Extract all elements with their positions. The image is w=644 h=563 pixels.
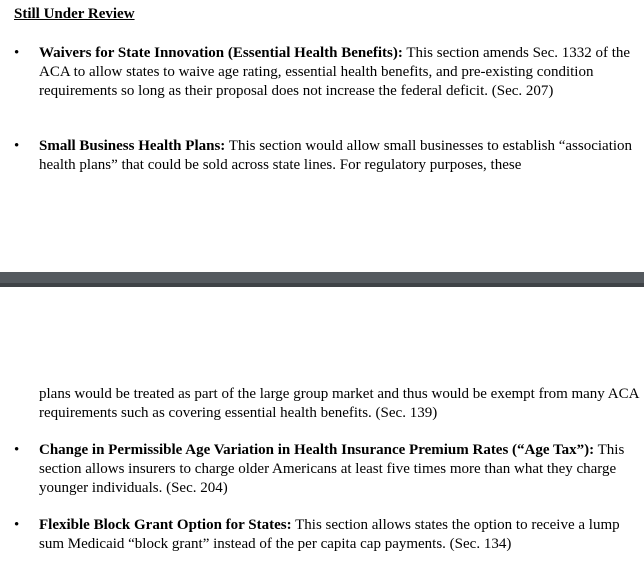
page-separator <box>0 272 644 287</box>
document-page-1 <box>0 0 644 272</box>
item-body: This section allows insurers to charge older Americans at least five times more than what they charge younger individuals. (Sec. 204) <box>39 442 625 496</box>
item-title: Change in Permissible Age Variation in Health Insurance Premium Rates (“Age Tax”): <box>39 442 595 458</box>
item-text <box>39 44 639 101</box>
item-body: This section allows states the option to receive a lump sum Medicaid “block grant” instead of the per capita cap payments. (Sec. 134) <box>39 517 620 552</box>
item-title: Small Business Health Plans: <box>39 138 226 154</box>
document-page-2 <box>0 287 644 563</box>
item-title: Waivers for State Innovation (Essential Health Benefits): <box>39 45 403 61</box>
bullet-icon: • <box>14 138 20 154</box>
section-heading: Still Under Review <box>14 6 135 22</box>
continuation-text: plans would be treated as part of the large group market and thus would be exempt from many ACA requirements such as covering essential health benefits. (Sec. 139) <box>39 386 639 421</box>
item-text <box>39 137 639 175</box>
item-text <box>39 516 639 554</box>
item-text <box>39 441 639 498</box>
bullet-icon: • <box>14 45 20 61</box>
item-body: This section would allow small businesses to establish “association health plans” that could be sold across state lines. For regulatory purposes, these <box>39 138 633 173</box>
bullet-icon: • <box>14 517 20 533</box>
bullet-icon: • <box>14 442 20 458</box>
item-title: Flexible Block Grant Option for States: <box>39 517 292 533</box>
item-body: This section amends Sec. 1332 of the ACA to allow states to waive age rating, essential health benefits, and pre-existing condition requirements so long as their proposal does not increase the federal deficit. (Sec. 207) <box>39 45 631 99</box>
